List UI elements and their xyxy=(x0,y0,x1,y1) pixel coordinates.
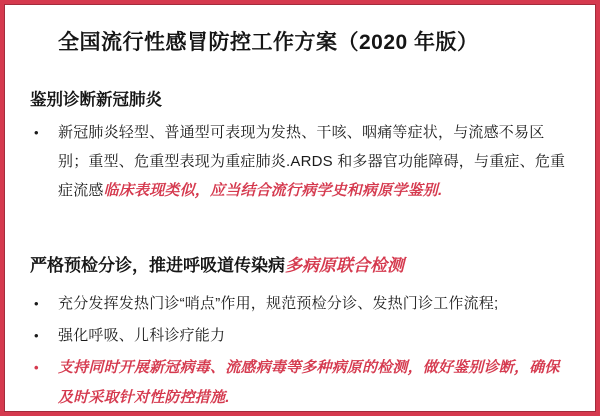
section1-heading: 鉴别诊断新冠肺炎 xyxy=(30,91,162,109)
section2-heading-red-emphasis: 多病原联合检测 xyxy=(285,256,404,275)
section-differential-diagnosis xyxy=(28,88,572,205)
bullet-icon: • xyxy=(34,328,39,343)
bullet-icon: • xyxy=(34,360,39,375)
bullet-text xyxy=(58,118,570,205)
bullet-text: 充分发挥发热门诊“哨点”作用，规范预检分诊、发热门诊工作流程; xyxy=(58,295,499,312)
bullet-icon: • xyxy=(34,296,39,311)
bullet-icon: • xyxy=(34,125,39,140)
bullet-text: 强化呼吸、儿科诊疗能力 xyxy=(58,327,226,344)
section-triage-multipathogen xyxy=(28,254,572,413)
list-item xyxy=(32,321,572,350)
bullet-text-black: 新冠肺炎轻型、普通型可表现为发热、干咳、咽痛等症状，与流感不易区别；重型、危重型表现为重症肺炎.ARDS 和多器官功能障碍，与重症、危重症流感 xyxy=(58,124,566,199)
bullet-text-red-emphasis: 支持同时开展新冠病毒、流感病毒等多种病原的检测，做好鉴别诊断，确保及时采取针对性防控措施. xyxy=(58,359,560,406)
slide-title: 全国流行性感冒防控工作方案（2020 年版） xyxy=(58,31,479,54)
section2-heading xyxy=(30,254,572,278)
list-item-red-emphasis xyxy=(32,353,572,413)
list-item xyxy=(32,289,572,318)
bullet-text-red-emphasis: 临床表现类似，应当结合流行病学史和病原学鉴别. xyxy=(103,182,443,199)
list-item xyxy=(32,118,572,205)
section2-heading-black: 严格预检分诊，推进呼吸道传染病 xyxy=(30,256,285,275)
